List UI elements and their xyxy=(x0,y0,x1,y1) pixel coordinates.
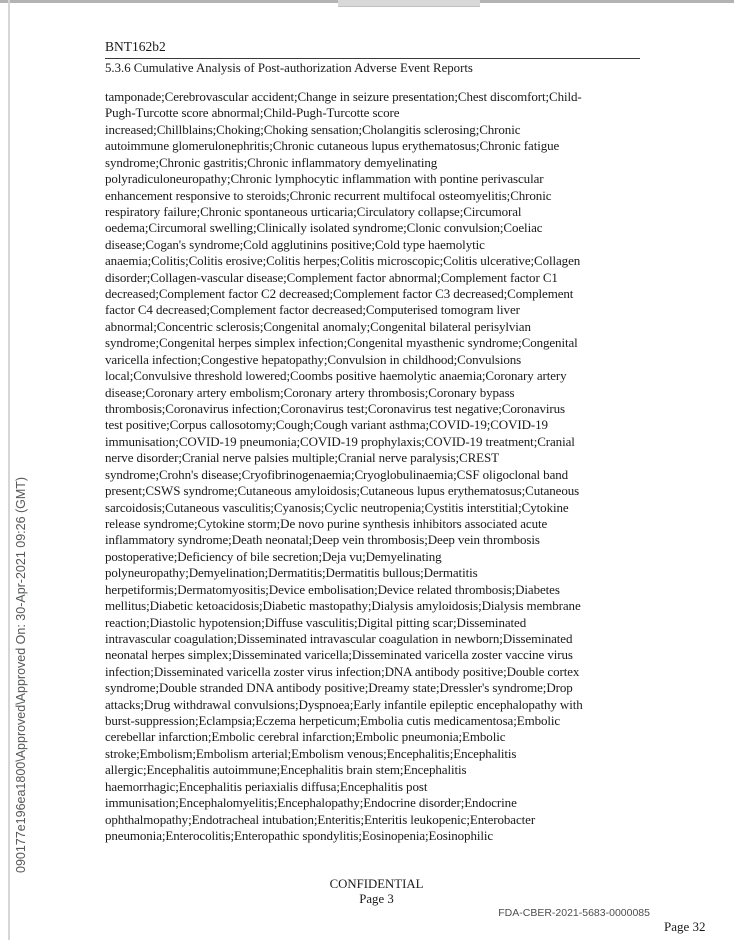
body-text-line: Pugh-Turcotte score abnormal;Child-Pugh-Turcotte score xyxy=(105,105,400,121)
left-border-line xyxy=(8,0,10,940)
document-code: BNT162b2 xyxy=(105,39,166,54)
body-text-line: sarcoidosis;Cutaneous vasculitis;Cyanosis;Cyclic neutropenia;Cystitis interstitial;Cytokine xyxy=(105,499,569,515)
body-text-line: disease;Coronary artery embolism;Coronary artery thrombosis;Coronary bypass xyxy=(105,384,515,400)
body-text-line: immunisation;COVID-19 pneumonia;COVID-19 prophylaxis;COVID-19 treatment;Cranial xyxy=(105,433,575,449)
body-text-line: infection;Disseminated varicella zoster virus infection;DNA antibody positive;Double cortex xyxy=(105,663,580,679)
body-text-line: enhancement responsive to steroids;Chronic recurrent multifocal osteomyelitis;Chronic xyxy=(105,187,552,203)
body-text-line: ophthalmopathy;Endotracheal intubation;Enteritis;Enteritis leukopenic;Enterobacter xyxy=(105,811,536,827)
body-text-line: intravascular coagulation;Disseminated intravascular coagulation in newborn;Disseminated xyxy=(105,630,573,646)
body-text-line: herpetiformis;Dermatomyositis;Device embolisation;Device related thrombosis;Diabetes xyxy=(105,581,560,597)
body-text-line: disease;Cogan's syndrome;Cold agglutinins positive;Cold type haemolytic xyxy=(105,236,485,252)
body-text-line: neonatal herpes simplex;Disseminated varicella;Disseminated varicella zoster vaccine virus xyxy=(105,647,573,663)
body-text-line: polyneuropathy;Demyelination;Dermatitis;Dermatitis bullous;Dermatitis xyxy=(105,565,478,581)
top-toolbar-edge xyxy=(338,0,480,7)
adverse-event-list xyxy=(105,89,653,844)
body-text-line: allergic;Encephalitis autoimmune;Encephalitis brain stem;Encephalitis xyxy=(105,762,467,778)
page-number: Page 32 xyxy=(664,919,706,934)
body-text-line: anaemia;Colitis;Colitis erosive;Colitis herpes;Colitis microscopic;Colitis ulcerative;Collagen xyxy=(105,253,581,269)
body-text-line: factor C4 decreased;Complement factor decreased;Computerised tomogram liver xyxy=(105,302,520,318)
body-text-line: syndrome;Crohn's disease;Cryofibrinogenaemia;Cryoglobulinaemia;CSF oligoclonal band xyxy=(105,466,569,482)
body-text-line: autoimmune glomerulonephritis;Chronic cutaneous lupus erythematosus;Chronic fatigue xyxy=(105,138,560,154)
body-text-line: tamponade;Cerebrovascular accident;Change in seizure presentation;Chest discomfort;Child- xyxy=(105,89,582,104)
body-text-line: decreased;Complement factor C2 decreased;Complement factor C3 decreased;Complement xyxy=(105,286,574,302)
body-text-line: attacks;Drug withdrawal convulsions;Dyspnoea;Early infantile epileptic encephalopathy with xyxy=(105,696,583,712)
body-text-line: syndrome;Congenital herpes simplex infection;Congenital myasthenic syndrome;Congenital xyxy=(105,335,578,351)
body-text-line: varicella infection;Congestive hepatopathy;Convulsion in childhood;Convulsions xyxy=(105,351,522,367)
body-text-line: polyradiculoneuropathy;Chronic lymphocytic inflammation with pontine perivascular xyxy=(105,171,544,187)
body-text-line: haemorrhagic;Encephalitis periaxialis diffusa;Encephalitis post xyxy=(105,778,428,794)
body-text-line: present;CSWS syndrome;Cutaneous amyloidosis;Cutaneous lupus erythematosus;Cutaneous xyxy=(105,483,580,499)
body-text-line: mellitus;Diabetic ketoacidosis;Diabetic mastopathy;Dialysis amyloidosis;Dialysis membrane xyxy=(105,598,581,614)
body-text-line: immunisation;Encephalomyelitis;Encephalopathy;Endocrine disorder;Endocrine xyxy=(105,795,517,811)
body-text-line: syndrome;Chronic gastritis;Chronic inflammatory demyelinating xyxy=(105,154,438,170)
body-text-line: release syndrome;Cytokine storm;De novo purine synthesis inhibitors associated acute xyxy=(105,515,548,531)
body-text-line: increased;Chillblains;Choking;Choking sensation;Cholangitis sclerosing;Chronic xyxy=(105,121,521,137)
body-text-line: abnormal;Concentric sclerosis;Congenital anomaly;Congenital bilateral perisylvian xyxy=(105,318,531,334)
approval-stamp-vertical-text: 090177e196ea1800\Approved\Approved On: 30-Apr-2021 09:26 (GMT) xyxy=(14,476,28,873)
body-text-line: nerve disorder;Cranial nerve palsies multiple;Cranial nerve paralysis;CREST xyxy=(105,450,499,466)
body-text-line: cerebellar infarction;Embolic cerebral infarction;Embolic pneumonia;Embolic xyxy=(105,729,506,745)
body-text-line: stroke;Embolism;Embolism arterial;Embolism venous;Encephalitis;Encephalitis xyxy=(105,745,517,761)
document-title: 5.3.6 Cumulative Analysis of Post-authorization Adverse Event Reports xyxy=(105,61,473,75)
body-text-line: burst-suppression;Eclampsia;Eczema herpeticum;Embolia cutis medicamentosa;Embolic xyxy=(105,713,561,729)
body-text-line: inflammatory syndrome;Death neonatal;Deep vein thrombosis;Deep vein thrombosis xyxy=(105,532,540,548)
body-text-line: test positive;Corpus callosotomy;Cough;Cough variant asthma;COVID-19;COVID-19 xyxy=(105,417,548,433)
body-text-line: oedema;Circumoral swelling;Clinically isolated syndrome;Clonic convulsion;Coeliac xyxy=(105,220,543,236)
body-text-line: reaction;Diastolic hypotension;Diffuse vasculitis;Digital pitting scar;Disseminated xyxy=(105,614,527,630)
confidential-label: CONFIDENTIAL xyxy=(329,877,424,891)
body-text-line: thrombosis;Coronavirus infection;Coronavirus test;Coronavirus test negative;Coronavirus xyxy=(105,401,565,417)
header-divider xyxy=(105,58,640,59)
body-text-line: disorder;Collagen-vascular disease;Complement factor abnormal;Complement factor C1 xyxy=(105,269,558,285)
page-header xyxy=(105,39,640,76)
body-text-line: local;Convulsive threshold lowered;Coombs positive haemolytic anaemia;Coronary artery xyxy=(105,368,567,384)
body-text-line: respiratory failure;Chronic spontaneous urticaria;Circulatory collapse;Circumoral xyxy=(105,203,522,219)
body-text-line: pneumonia;Enterocolitis;Enteropathic spondylitis;Eosinopenia;Eosinophilic xyxy=(105,827,494,843)
fda-reference-number: FDA-CBER-2021-5683-0000085 xyxy=(498,907,650,919)
footer-page-label: Page 3 xyxy=(359,892,394,906)
body-text-line: syndrome;Double stranded DNA antibody positive;Dreamy state;Dressler's syndrome;Drop xyxy=(105,680,573,696)
body-text-line: postoperative;Deficiency of bile secretion;Deja vu;Demyelinating xyxy=(105,548,442,564)
footer-center xyxy=(105,877,648,907)
